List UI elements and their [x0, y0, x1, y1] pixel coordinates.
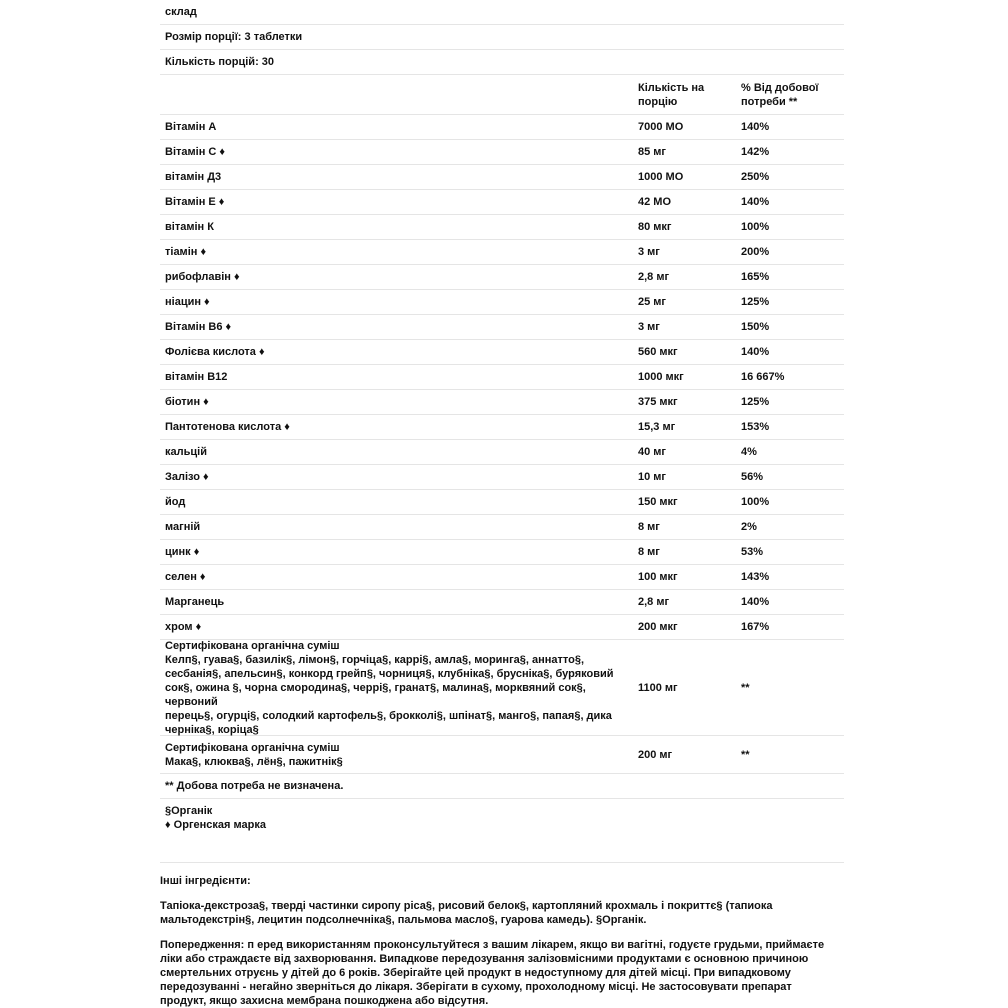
nutrient-row — [160, 315, 844, 340]
nutrient-amount: 2,8 мг — [638, 271, 670, 283]
organic-blend-row — [160, 640, 844, 736]
nutrient-dv: 143% — [741, 571, 770, 583]
nutrient-amount: 150 мкг — [638, 496, 678, 508]
nutrient-row — [160, 340, 844, 365]
nutrient-row — [160, 140, 844, 165]
table-title-row — [160, 0, 844, 25]
nutrient-name: вітамін К — [165, 221, 214, 233]
nutrient-amount: 7000 МО — [638, 121, 684, 133]
blend-dv: ** — [741, 681, 750, 694]
nutrient-row — [160, 265, 844, 290]
blend-dv: ** — [741, 748, 750, 761]
blend-amount: 1100 мг — [638, 681, 678, 694]
nutrient-amount: 8 мг — [638, 546, 660, 558]
nutrient-amount: 40 мг — [638, 446, 667, 458]
dv-column-header: % Від добової потреби ** — [741, 81, 819, 108]
nutrient-name: вітамін B12 — [165, 371, 228, 383]
nutrient-dv: 125% — [741, 296, 770, 308]
blend-amount: 200 мг — [638, 748, 673, 761]
nutrient-dv: 165% — [741, 271, 770, 283]
dv-note-row — [160, 774, 844, 799]
nutrient-amount: 42 МО — [638, 196, 672, 208]
nutrient-dv: 142% — [741, 146, 770, 158]
serving-size-row — [160, 25, 844, 50]
nutrient-amount: 2,8 мг — [638, 596, 670, 608]
nutrient-name: селен ♦ — [165, 571, 206, 583]
nutrient-dv: 100% — [741, 221, 770, 233]
nutrient-name: Вітамін Е ♦ — [165, 196, 225, 208]
nutrient-row — [160, 590, 844, 615]
nutrient-dv: 167% — [741, 621, 770, 633]
nutrient-name: Марганець — [165, 596, 225, 608]
table-title: склад — [165, 6, 197, 18]
nutrient-dv: 125% — [741, 396, 770, 408]
nutrient-dv: 200% — [741, 246, 770, 258]
nutrient-dv: 100% — [741, 496, 770, 508]
nutrient-row — [160, 465, 844, 490]
nutrient-name: тіамін ♦ — [165, 246, 207, 258]
nutrient-amount: 15,3 мг — [638, 421, 676, 433]
nutrient-row — [160, 440, 844, 465]
blend-ingredients: Келп§, гуава§, базилік§, лімон§, горчіца§, каррі§, амла§, моринга§, аннатто§, сесбанія§, апельсин§, конкорд грейп§, чорниця§, клубніка§, брусніка§, буряковий сок§, ожина §, чорна смородина§, черрі§, гранат§, малина§, морквяний сок§, червоний перець§, огурці§, солодкий картофель§, брокколі§, шпінат§, манго§, папая§, дика черніка§, коріца§ — [165, 653, 614, 736]
nutrient-name: магній — [165, 521, 201, 533]
nutrient-amount: 85 мг — [638, 146, 667, 158]
servings-count: Кількість порцій: 30 — [165, 56, 275, 68]
nutrient-dv: 140% — [741, 121, 770, 133]
nutrient-amount: 80 мкг — [638, 221, 672, 233]
nutrient-dv: 2% — [741, 521, 757, 533]
nutrient-dv: 140% — [741, 196, 770, 208]
blend-title: Сертифікована органічна суміш — [165, 741, 340, 754]
column-header-row — [160, 75, 844, 115]
serving-size: Розмір порції: 3 таблетки — [165, 31, 303, 43]
nutrient-row — [160, 240, 844, 265]
nutrient-name: Фолієва кислота ♦ — [165, 346, 265, 358]
nutrient-row — [160, 490, 844, 515]
nutrient-dv: 53% — [741, 546, 764, 558]
nutrient-dv: 140% — [741, 346, 770, 358]
nutrient-amount: 3 мг — [638, 321, 660, 333]
nutrient-row — [160, 190, 844, 215]
legend-row — [160, 799, 844, 863]
nutrient-name: ніацин ♦ — [165, 296, 210, 308]
nutrient-rows — [160, 115, 844, 640]
organic-blend-row-2 — [160, 736, 844, 774]
nutrient-amount: 200 мкг — [638, 621, 678, 633]
nutrient-name: Пантотенова кислота ♦ — [165, 421, 290, 433]
nutrient-name: кальцій — [165, 446, 207, 458]
legend-brand: ♦ Оргенская марка — [165, 819, 266, 831]
nutrient-row — [160, 565, 844, 590]
nutrient-name: Залізо ♦ — [165, 471, 209, 483]
legend-organic: §Органік — [165, 805, 213, 817]
nutrient-amount: 375 мкг — [638, 396, 678, 408]
nutrient-name: Вітамін C ♦ — [165, 146, 226, 158]
nutrient-name: йод — [165, 496, 186, 508]
nutrient-name: хром ♦ — [165, 621, 202, 633]
nutrient-name: Вітамін A — [165, 121, 217, 133]
nutrient-amount: 10 мг — [638, 471, 667, 483]
nutrient-dv: 4% — [741, 446, 757, 458]
nutrient-name: біотин ♦ — [165, 396, 209, 408]
nutrient-amount: 100 мкг — [638, 571, 678, 583]
nutrient-dv: 250% — [741, 171, 770, 183]
supplement-facts-table — [160, 0, 844, 863]
nutrient-row — [160, 290, 844, 315]
nutrient-row — [160, 215, 844, 240]
nutrient-row — [160, 165, 844, 190]
nutrient-row — [160, 415, 844, 440]
nutrient-dv: 153% — [741, 421, 770, 433]
amount-column-header: Кількість на порцію — [638, 81, 705, 108]
nutrient-amount: 25 мг — [638, 296, 667, 308]
nutrient-amount: 1000 МО — [638, 171, 684, 183]
nutrient-name: рибофлавін ♦ — [165, 271, 240, 283]
nutrient-amount: 1000 мкг — [638, 371, 684, 383]
blend-title: Сертифікована органічна суміш — [165, 639, 340, 652]
nutrient-row — [160, 115, 844, 140]
nutrient-row — [160, 515, 844, 540]
nutrient-name: цинк ♦ — [165, 546, 200, 558]
nutrient-row — [160, 390, 844, 415]
nutrient-dv: 150% — [741, 321, 770, 333]
blend-ingredients: Мака§, клюква§, лён§, пажитнік§ — [165, 755, 343, 768]
nutrient-row — [160, 365, 844, 390]
nutrient-amount: 560 мкг — [638, 346, 678, 358]
warning-text: Попередження: п еред використанням проконсультуйтеся з вашим лікарем, якщо ви вагітні, годуєте грудьми, приймаєте ліки або страждаєте від захворювання. Випадкове передозування залізовмісними продуктами є основною причиною смертельних отруєнь у дітей до 6 років. Зберігайте цей продукт в недоступному для дітей місці. При випадковому передозуванні - негайно зверніться до лікаря. Зберігати в сухому, прохолодному місці. Не застосовувати препарат продукт, якщо захисна мембрана пошкоджена або відсутня. — [160, 939, 825, 1007]
nutrient-dv: 140% — [741, 596, 770, 608]
servings-count-row — [160, 50, 844, 75]
nutrient-amount: 3 мг — [638, 246, 660, 258]
nutrient-row — [160, 615, 844, 640]
other-ingredients-title: Інші інгредієнти: — [160, 875, 251, 887]
nutrient-dv: 16 667% — [741, 371, 785, 383]
nutrient-name: вітамін Д3 — [165, 171, 222, 183]
nutrient-row — [160, 540, 844, 565]
dv-note: ** Добова потреба не визначена. — [165, 780, 344, 792]
other-ingredients-text: Тапіока-декстроза§, тверді частинки сиропу ріса§, рисовий белок§, картопляний крохмаль і покриттє§ (тапиока мальтодекстрін§, лецитин подсолнечніка§, пальмова масло§, гуарова камедь). §Органік. — [160, 900, 773, 926]
nutrient-name: Вітамін B6 ♦ — [165, 321, 232, 333]
nutrient-amount: 8 мг — [638, 521, 660, 533]
nutrient-dv: 56% — [741, 471, 764, 483]
